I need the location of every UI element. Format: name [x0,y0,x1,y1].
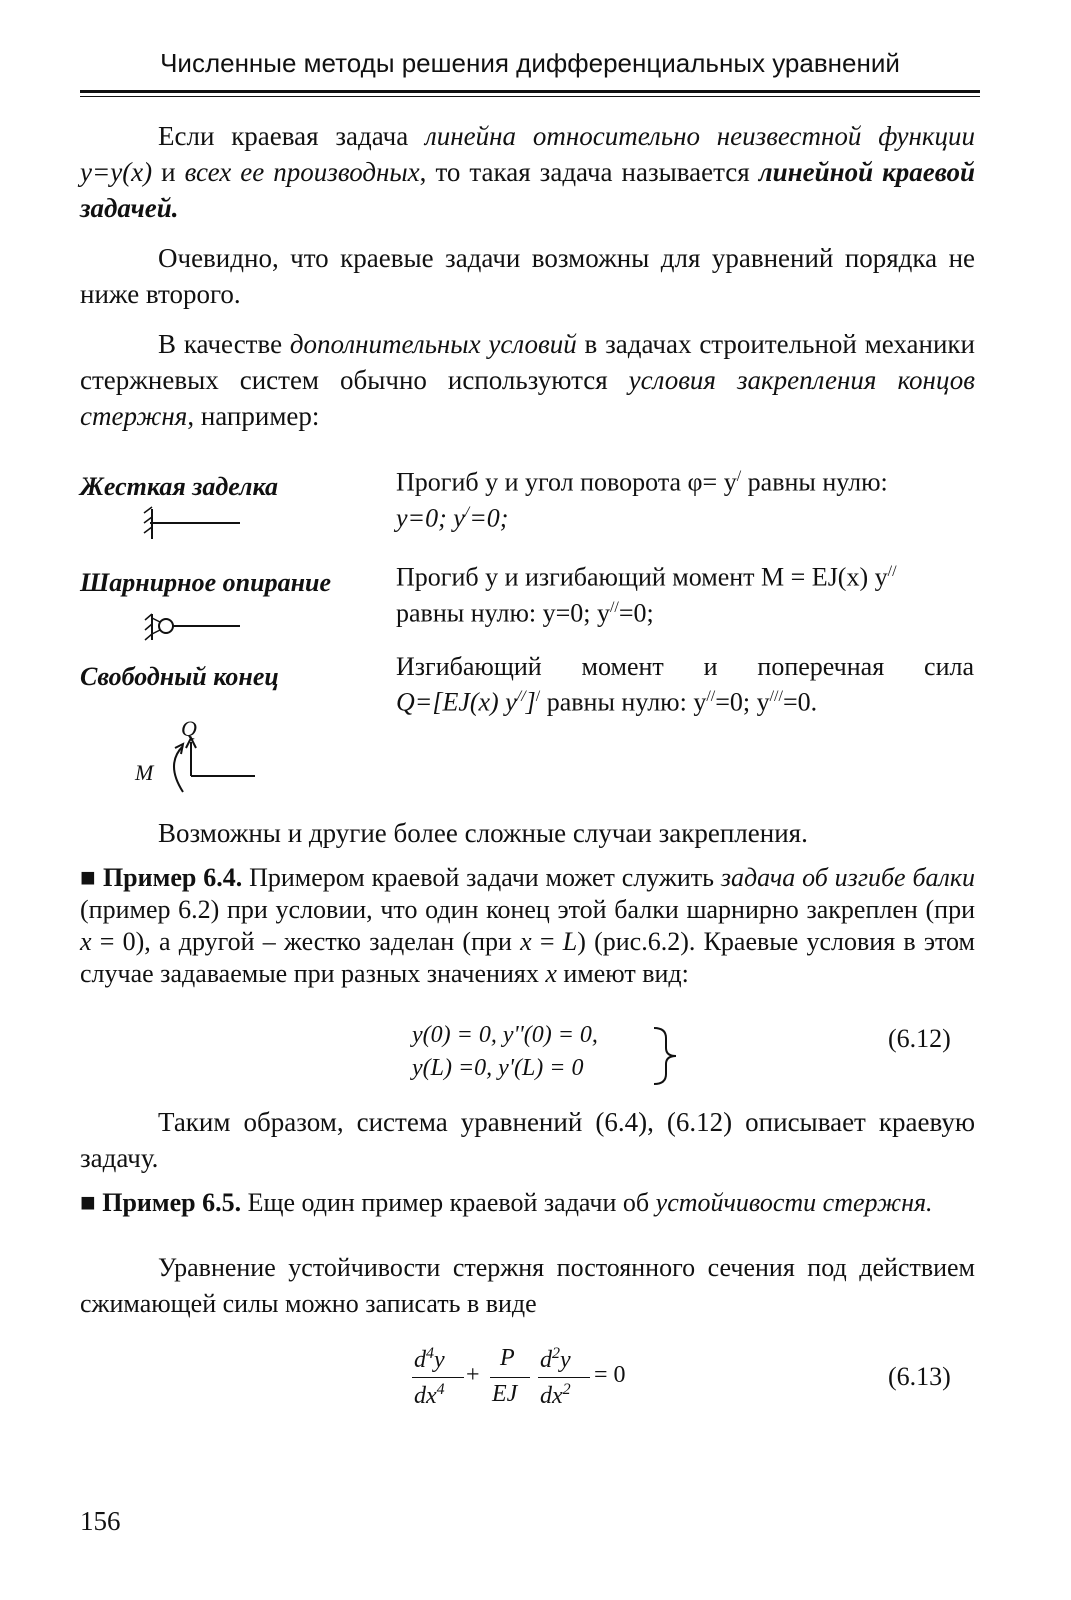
fraction-bar [490,1377,530,1378]
example-6-5: ■ Пример 6.5. Еще один пример краевой задачи об устойчивости стержня. [80,1188,933,1217]
running-header: Численные методы решения дифференциальных уравнений [160,48,900,78]
paragraph-other-cases: Возможны и другие более сложные случаи закрепления. [158,818,808,848]
paragraph-linear-bvp: Если краевая задача линейна относительно неизвестной функции y=y(x) и всех ее производных, то такая задача называется линейной краевой задачей. [80,121,976,223]
eq-6-13-num2: P [500,1345,515,1371]
eq-6-13-plus: + [466,1362,480,1388]
fraction-bar [538,1377,590,1378]
support-desc-hinged: Прогиб y и изгибающий момент M = EJ(x) y// равны нулю: y=0; y//=0; [396,562,897,628]
brace-icon [648,1024,688,1088]
header-rule-thin [80,96,980,97]
eq-6-13-num3: $d^2y$ [540,1345,571,1373]
header-rule-thick [80,90,980,93]
support-label-fixed: Жесткая заделка [80,472,279,501]
fraction-bar [412,1377,464,1378]
free-end-q-label: Q [181,716,197,741]
support-label-free: Свободный конец [80,662,279,691]
paragraph-system: Таким образом, система уравнений (6.4), (6.12) описывает краевую задачу. [80,1107,975,1173]
support-desc-free: Изгибающий момент и поперечная сила Q=[EJ(x) y//]/ равны нулю: y//=0; y///=0. [396,652,974,717]
example-6-4: ■ Пример 6.4. Примером краевой задачи может служить задача об изгибе балки (пример 6.2) при условии, что один конец этой балки шарнирно закреплен (при x = 0), а другой – жестко заделан (при x = L) (рис.6.2). Краевые условия в этом случае задаваемые при разных значениях x имеют вид: [80,863,976,988]
support-desc-fixed: Прогиб y и угол поворота φ= y/ равны нулю: y=0; y/=0; [396,467,888,533]
paragraph-order: Очевидно, что краевые задачи возможны для уравнений порядка не ниже второго. [80,243,975,309]
support-label-hinged: Шарнирное опирание [80,568,331,597]
hinged-support-icon [140,608,250,648]
eq-6-12-line1: y(0) = 0, y''(0) = 0, [412,1022,598,1048]
free-end-m-label: M [135,760,154,785]
fixed-support-icon [140,505,250,545]
eq-6-13-den3: $dx^2$ [540,1381,571,1409]
eq-6-13-den2: EJ [492,1381,518,1407]
page-number: 156 [80,1506,121,1536]
eq-6-12-number: (6.12) [888,1024,951,1053]
free-end-icon [125,712,275,807]
paragraph-stability: Уравнение устойчивости стержня постоянного сечения под действием сжимающей силы можно записать в виде [80,1253,975,1318]
eq-6-13-den1: $dx^4$ [414,1381,445,1409]
eq-6-12-line2: y(L) =0, y'(L) = 0 [412,1055,584,1081]
eq-6-13-num1: $d^4y$ [414,1345,445,1373]
paragraph-conditions: В качестве дополнительных условий в задачах строительной механики стержневых систем обычно используются условия закрепления концов стержня, например: [80,329,975,431]
eq-6-13-rhs: = 0 [594,1362,626,1388]
eq-6-13-number: (6.13) [888,1362,951,1391]
